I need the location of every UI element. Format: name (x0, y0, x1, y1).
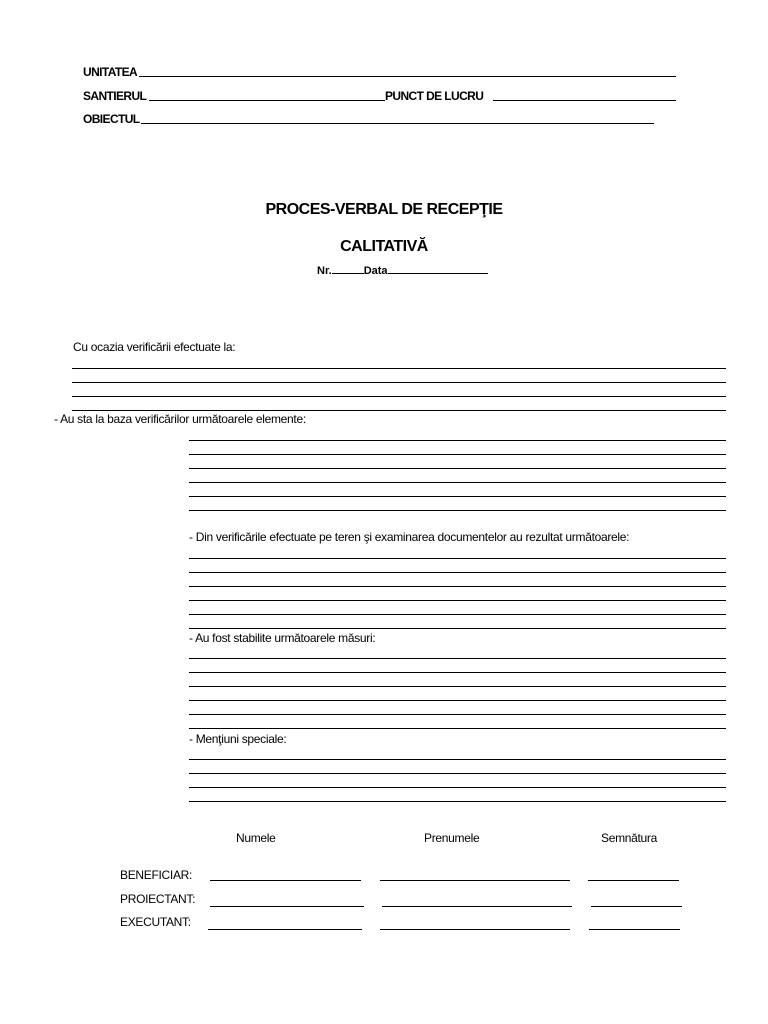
punct-de-lucru-label: PUNCT DE LUCRU (385, 89, 484, 103)
rezultat-line[interactable] (189, 628, 726, 629)
document-title: PROCES-VERBAL DE RECEPŢIE (265, 201, 503, 218)
proiectant-semnatura-line[interactable] (591, 906, 682, 907)
masuri-line[interactable] (189, 686, 726, 687)
baza-line[interactable] (189, 510, 726, 511)
nr-data-row (317, 265, 488, 277)
ocazia-line[interactable] (72, 396, 726, 397)
ocazia-line[interactable] (72, 368, 726, 369)
executant-numele-line[interactable] (208, 929, 362, 930)
beneficiar-numele-line[interactable] (210, 880, 361, 881)
data-field-line[interactable] (388, 273, 488, 274)
baza-label: - Au sta la baza verificărilor următoarele elemente: (54, 412, 306, 426)
ocazia-label: Cu ocazia verificării efectuate la: (73, 340, 236, 354)
executant-prenumele-line[interactable] (380, 929, 570, 930)
mentiuni-line[interactable] (189, 773, 726, 774)
col-semnatura-header: Semnătura (601, 831, 657, 845)
mentiuni-line[interactable] (189, 787, 726, 788)
santierul-field-line[interactable] (149, 100, 385, 101)
mentiuni-line[interactable] (189, 759, 726, 760)
obiectul-label: OBIECTUL (83, 112, 140, 126)
masuri-line[interactable] (189, 728, 726, 729)
unitatea-field-line[interactable] (139, 76, 676, 77)
rezultat-line[interactable] (189, 600, 726, 601)
baza-line[interactable] (189, 496, 726, 497)
santierul-label: SANTIERUL (83, 89, 147, 103)
obiectul-field-line[interactable] (141, 123, 654, 124)
role-beneficiar: BENEFICIAR: (120, 868, 193, 882)
proiectant-prenumele-line[interactable] (382, 906, 572, 907)
baza-line[interactable] (189, 440, 726, 441)
rezultat-label: - Din verificările efectuate pe teren şi examinarea documentelor au rezultat următoarele: (189, 530, 630, 544)
role-executant: EXECUTANT: (120, 915, 191, 929)
rezultat-line[interactable] (189, 614, 726, 615)
data-label: Data (363, 265, 388, 277)
unitatea-label: UNITATEA (83, 65, 138, 79)
col-prenumele-header: Prenumele (424, 831, 480, 845)
mentiuni-label: - Menţiuni speciale: (189, 732, 287, 746)
rezultat-line[interactable] (189, 558, 726, 559)
masuri-label: - Au fost stabilite următoarele măsuri: (189, 631, 376, 645)
masuri-line[interactable] (189, 658, 726, 659)
rezultat-line[interactable] (189, 572, 726, 573)
role-proiectant: PROIECTANT: (120, 892, 196, 906)
masuri-line[interactable] (189, 672, 726, 673)
document-subtitle: CALITATIVĂ (340, 238, 428, 255)
col-numele-header: Numele (236, 831, 276, 845)
baza-line[interactable] (189, 454, 726, 455)
proiectant-numele-line[interactable] (210, 906, 364, 907)
executant-semnatura-line[interactable] (589, 929, 680, 930)
masuri-line[interactable] (189, 714, 726, 715)
mentiuni-line[interactable] (189, 801, 726, 802)
baza-line[interactable] (189, 482, 726, 483)
ocazia-line[interactable] (72, 382, 726, 383)
masuri-line[interactable] (189, 700, 726, 701)
nr-label: Nr. (317, 265, 332, 277)
punct-de-lucru-field-line[interactable] (493, 100, 676, 101)
ocazia-line[interactable] (72, 410, 726, 411)
baza-line[interactable] (189, 468, 726, 469)
beneficiar-prenumele-line[interactable] (380, 880, 570, 881)
beneficiar-semnatura-line[interactable] (588, 880, 679, 881)
nr-field-line[interactable] (332, 273, 364, 274)
rezultat-line[interactable] (189, 586, 726, 587)
